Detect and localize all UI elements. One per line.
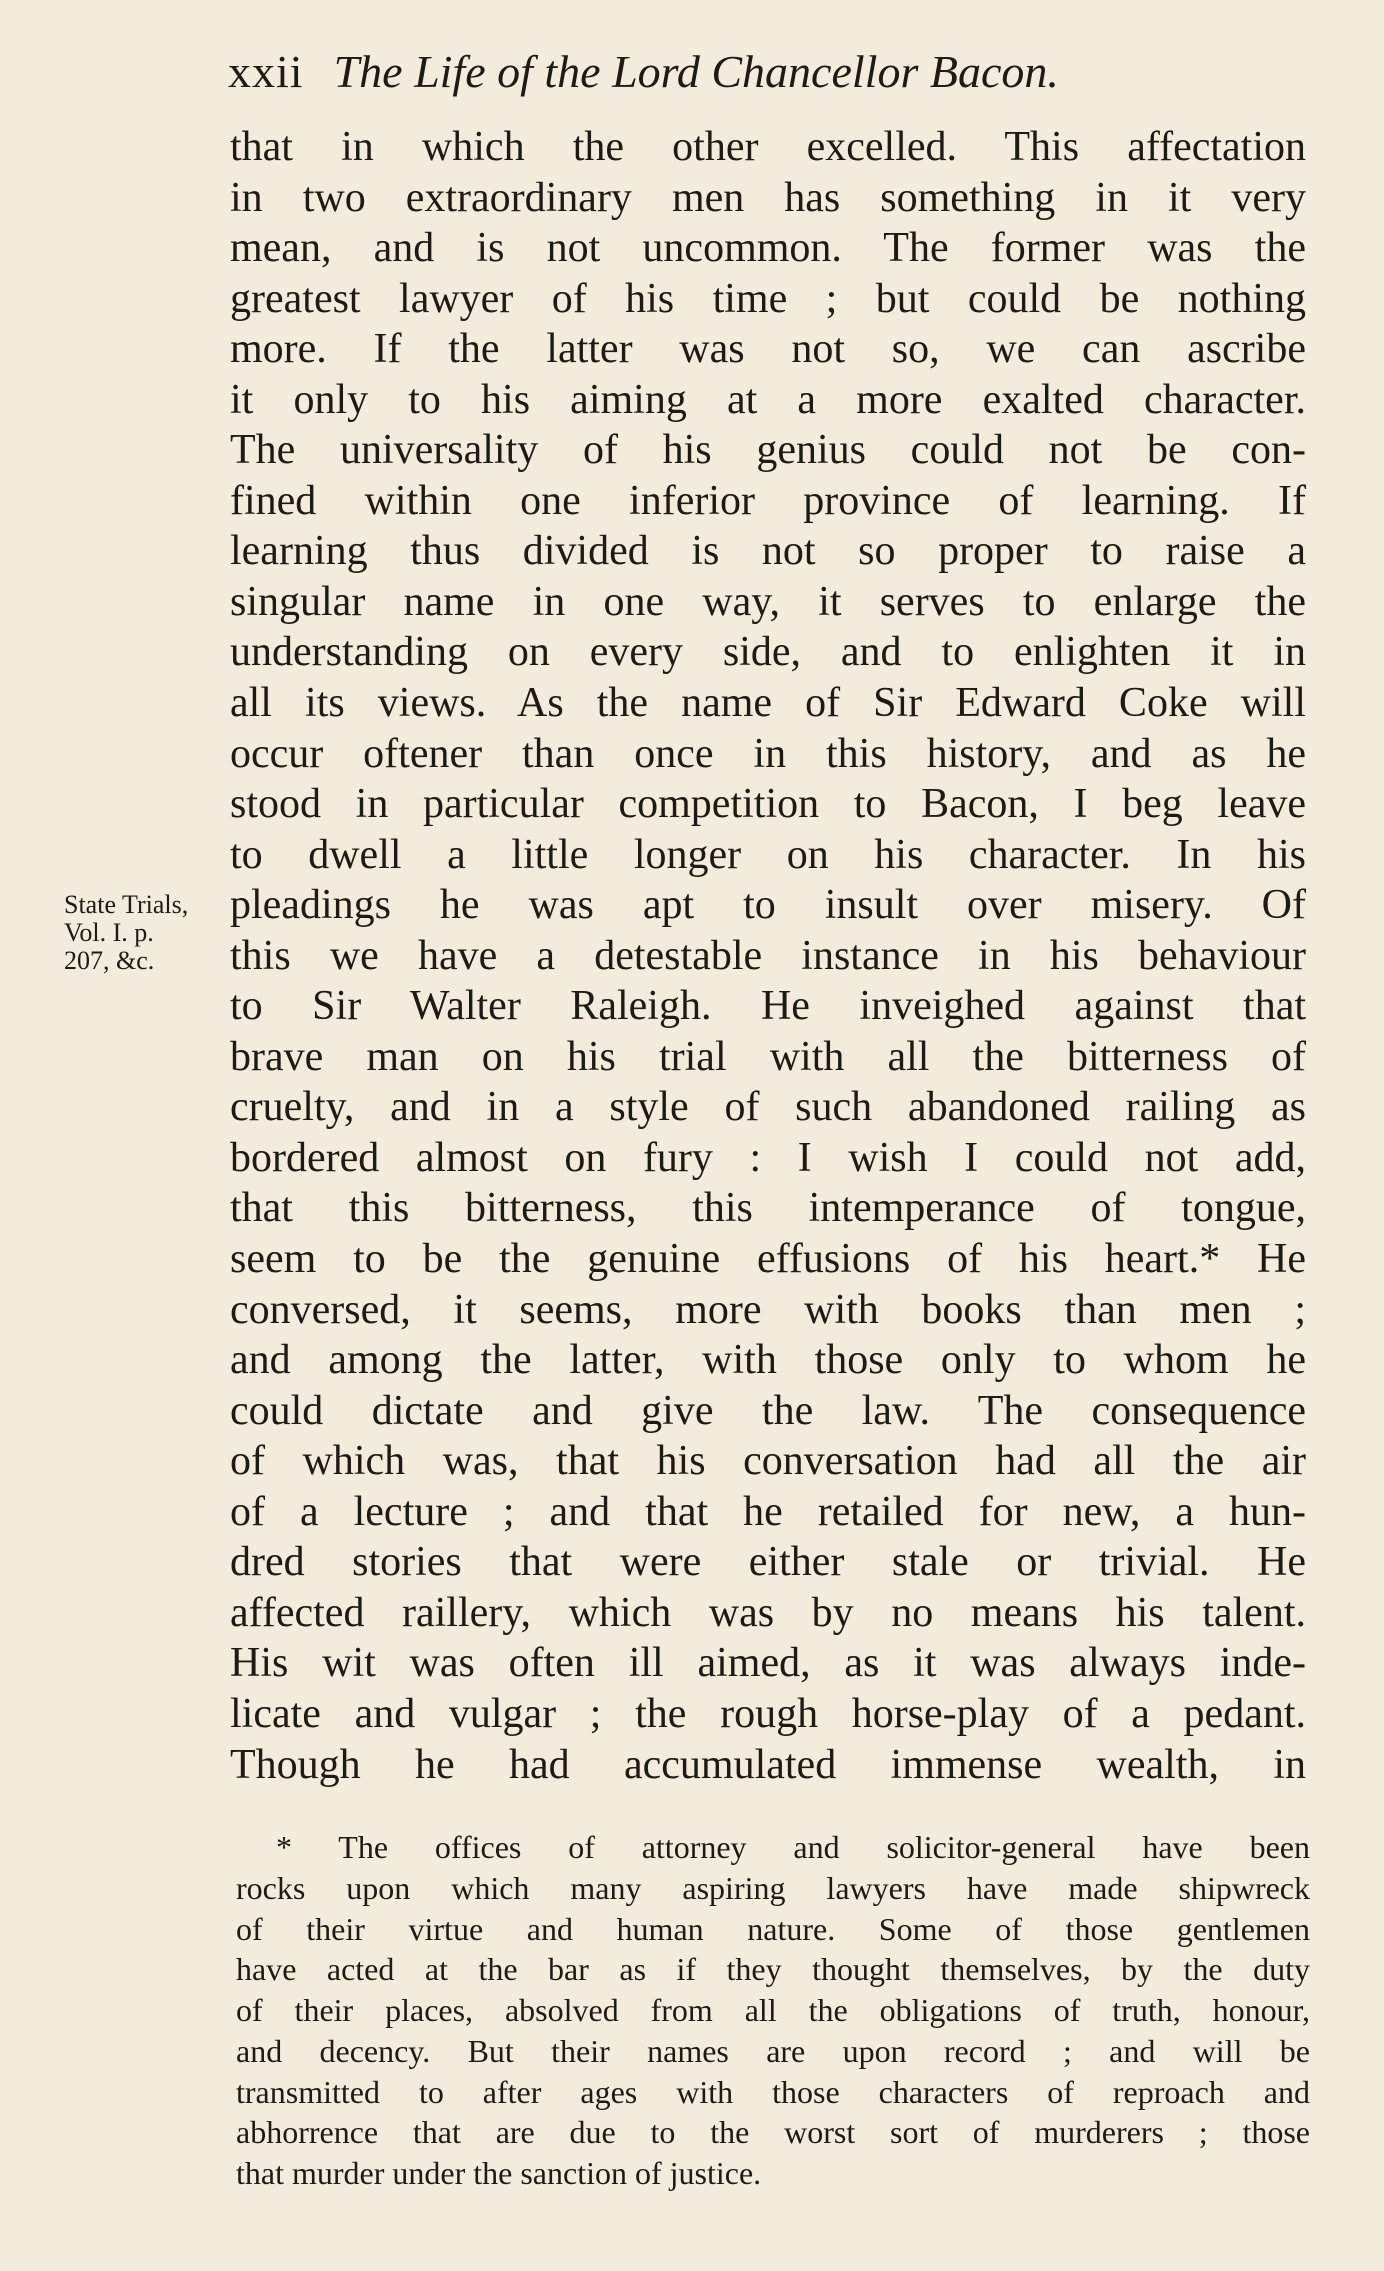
text-line: stood in particular competition to Bacon, I beg leave (230, 781, 1306, 828)
footnote-line: and decency. But their names are upon record ; and will be (236, 2032, 1310, 2069)
running-head (228, 42, 1228, 102)
text-line: His wit was often ill aimed, as it was always inde- (230, 1640, 1306, 1687)
margin-note-line: Vol. I. p. (64, 918, 154, 947)
footnote-line: abhorrence that are due to the worst sort of murderers ; those (236, 2114, 1310, 2151)
text-line: more. If the latter was not so, we can ascribe (230, 326, 1306, 373)
text-line: all its views. As the name of Sir Edward Coke will (230, 680, 1306, 727)
text-line: bordered almost on fury : I wish I could not add, (230, 1134, 1306, 1181)
text-line: pleadings he was apt to insult over misery. Of (230, 882, 1306, 929)
text-line: to dwell a little longer on his character. In his (230, 831, 1306, 878)
page-number: xxii (228, 46, 304, 97)
text-line: and among the latter, with those only to whom he (230, 1337, 1306, 1384)
text-line: brave man on his trial with all the bitterness of (230, 1033, 1306, 1080)
text-line: it only to his aiming at a more exalted character. (230, 376, 1306, 423)
footnote-line: of their virtue and human nature. Some of those gentlemen (236, 1910, 1310, 1947)
text-line: of a lecture ; and that he retailed for new, a hun- (230, 1488, 1306, 1535)
footnote-line: rocks upon which many aspiring lawyers have made shipwreck (236, 1869, 1310, 1906)
text-line: learning thus divided is not so proper to raise a (230, 528, 1306, 575)
body-text (230, 122, 1306, 1790)
text-line: The universality of his genius could not be con- (230, 427, 1306, 474)
text-line: seem to be the genuine effusions of his heart.* He (230, 1236, 1306, 1283)
text-line: understanding on every side, and to enlighten it in (230, 629, 1306, 676)
text-line: dred stories that were either stale or trivial. He (230, 1539, 1306, 1586)
text-line: could dictate and give the law. The consequence (230, 1387, 1306, 1434)
text-line: this we have a detestable instance in his behaviour (230, 932, 1306, 979)
footnote-line: have acted at the bar as if they thought themselves, by the duty (236, 1951, 1310, 1988)
text-line: mean, and is not uncommon. The former was the (230, 225, 1306, 272)
text-line: conversed, it seems, more with books than men ; (230, 1286, 1306, 1333)
text-line: greatest lawyer of his time ; but could be nothing (230, 275, 1306, 322)
footnote-line: * The offices of attorney and solicitor-general have been (276, 1829, 1310, 1865)
text-line: affected raillery, which was by no means his talent. (230, 1589, 1306, 1636)
text-line: Though he had accumulated immense wealth, in (230, 1741, 1306, 1788)
text-line: in two extraordinary men has something in it very (230, 174, 1306, 221)
text-line: of which was, that his conversation had all the air (230, 1438, 1306, 1485)
text-line: occur oftener than once in this history, and as he (230, 730, 1306, 777)
text-line: fined within one inferior province of learning. If (230, 477, 1306, 524)
text-line: to Sir Walter Raleigh. He inveighed against that (230, 983, 1306, 1030)
margin-note-line: 207, &c. (64, 946, 155, 975)
footnote-line: transmitted to after ages with those characters of reproach and (236, 2073, 1310, 2110)
text-line: that in which the other excelled. This affectation (230, 124, 1306, 170)
text-line: that this bitterness, this intemperance of tongue, (230, 1185, 1306, 1232)
running-title: The Life of the Lord Chancellor Bacon. (333, 46, 1059, 97)
margin-note (64, 891, 230, 975)
text-line: cruelty, and in a style of such abandoned railing as (230, 1084, 1306, 1131)
footnote-line: of their places, absolved from all the obligations of truth, honour, (236, 1992, 1310, 2028)
text-line: licate and vulgar ; the rough horse-play of a pedant. (230, 1690, 1306, 1737)
footnote (236, 1827, 1310, 2194)
margin-note-line: State Trials, (64, 890, 189, 919)
footnote-line: that murder under the sanction of justice. (236, 2155, 762, 2191)
text-line: singular name in one way, it serves to enlarge the (230, 578, 1306, 625)
